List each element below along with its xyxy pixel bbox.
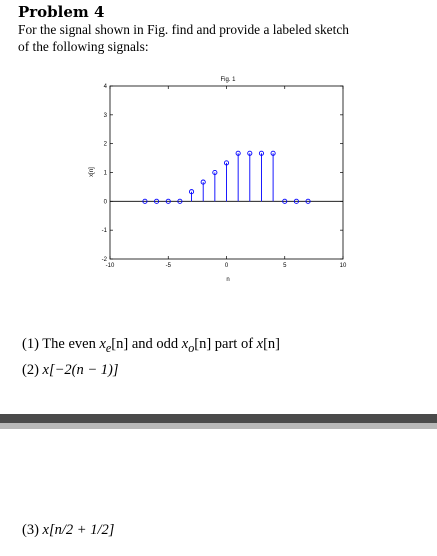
question-2: (2) x[−2(n − 1)] — [22, 362, 119, 378]
problem-prompt — [18, 21, 437, 55]
question-1: (1) The even $x_e[n]$ and odd $x_o[n]$ part of x[n] — [22, 336, 281, 355]
figure-1-stem-plot — [82, 70, 352, 290]
x-axis-label: n — [226, 277, 230, 283]
y-tick-label: 0 — [103, 199, 107, 206]
prompt-line-1: For the signal shown in Fig. find and provide a labeled sketch — [18, 22, 349, 37]
stem-series — [143, 151, 310, 203]
y-tick-label: -1 — [101, 228, 107, 235]
y-tick-label: 2 — [103, 141, 107, 148]
x-tick-label: 5 — [283, 263, 287, 269]
y-axis-label: x[n] — [89, 167, 95, 177]
y-tick-label: 1 — [103, 170, 107, 177]
y-tick-label: 3 — [103, 112, 107, 119]
y-tick-label: 4 — [103, 84, 107, 90]
axis-ticks — [102, 84, 347, 269]
prompt-line-2: of the following signals: — [18, 39, 149, 54]
x-tick-label: -10 — [105, 263, 115, 269]
chart-title: Fig. 1 — [220, 77, 236, 83]
question-3: (3) x[n/2 + 1/2] — [22, 522, 115, 538]
x-tick-label: 0 — [224, 263, 229, 269]
x-tick-label: 10 — [339, 263, 347, 269]
problem-heading: Problem 4 — [18, 3, 105, 21]
page-separator — [0, 414, 437, 429]
x-tick-label: -5 — [165, 263, 171, 269]
y-tick-label: -2 — [101, 257, 107, 263]
